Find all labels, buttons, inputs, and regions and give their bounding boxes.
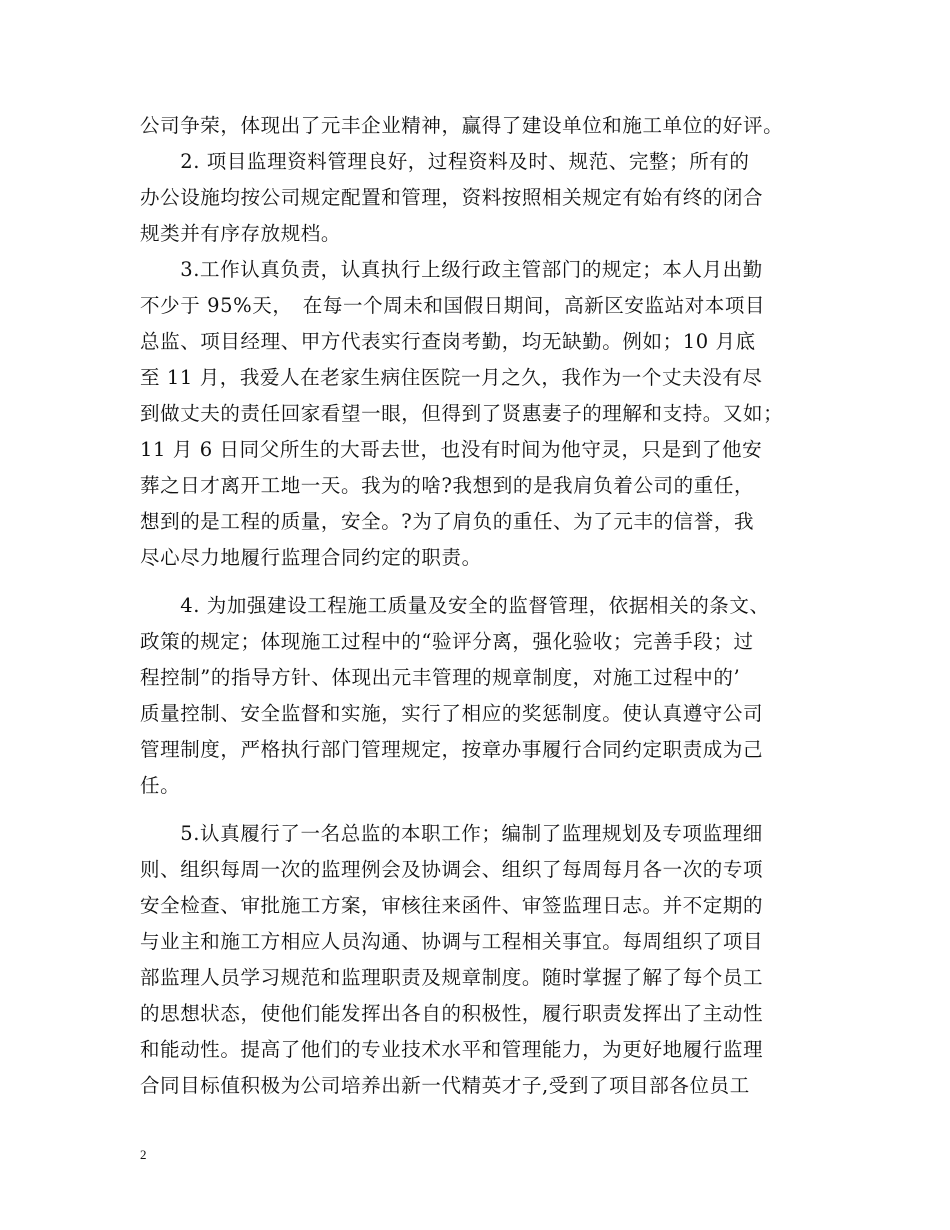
text-line: 不少于 95%天， 在每一个周未和国假日期间，高新区安监站对本项目 [140,294,766,317]
text-line: 和能动性。提高了他们的专业技术水平和管理能力，为更好地履行监理 [140,1038,764,1061]
text-line: 政策的规定；体现施工过程中的“验评分离，强化验收；完善手段；过 [140,630,754,653]
text-line: 公司争荣，体现出了元丰企业精神，赢得了建设单位和施工单位的好评。 [140,114,784,137]
text-line: 葬之日才离开工地一天。我为的啥?我想到的是我肩负着公司的重任， [140,474,755,497]
text-line: 想到的是工程的质量，安全。?为了肩负的重任、为了元丰的信誉，我 [140,510,755,533]
text-line: 管理制度，严格执行部门管理规定，按章办事履行合同约定职责成为己 [140,738,764,761]
text-line: 与业主和施工方相应人员沟通、协调与工程相关事宜。每周组织了项目 [140,930,764,953]
text-line: 至 11 月，我爱人在老家生病住医院一月之久，我作为一个丈夫没有尽 [140,366,763,389]
text-line: 质量控制、安全监督和实施，实行了相应的奖惩制度。使认真遵守公司 [140,702,764,725]
text-line: 5.认真履行了一名总监的本职工作；编制了监理规划及专项监理细 [140,822,763,845]
text-line: 部监理人员学习规范和监理职责及规章制度。随时掌握了解了每个员工 [140,966,764,989]
text-line: 程控制”的指导方针、体现出元丰管理的规章制度，对施工过程中的’ [140,666,741,689]
text-line: 规类并有序存放规档。 [140,222,342,245]
text-line: 尽心尽力地履行监理合同约定的职责。 [140,546,482,569]
text-line: 合同目标值积极为公司培养出新一代精英才子,受到了项目部各位员工 [140,1074,750,1097]
text-line: 办公设施均按公司规定配置和管理，资料按照相关规定有始有终的闭合 [140,186,764,209]
text-line: 11 月 6 日同父所生的大哥去世，也没有时间为他守灵，只是到了他安 [140,438,763,461]
text-line: 的思想状态，使他们能发挥出各自的积极性，履行职责发挥出了主动性 [140,1002,764,1025]
text-line: 安全检查、审批施工方案，审核往来函件、审签监理日志。并不定期的 [140,894,764,917]
text-line: 则、组织每周一次的监理例会及协调会、组织了每周每月各一次的专项 [140,858,764,881]
text-line: 3.工作认真负责，认真执行上级行政主管部门的规定；本人月出勤 [140,258,763,281]
page-number: 2 [140,1147,147,1162]
text-line: 4. 为加强建设工程施工质量及安全的监督管理，依据相关的条文、 [140,594,770,617]
text-line: 任。 [140,774,181,797]
text-line: 2. 项目监理资料管理良好，过程资料及时、规范、完整；所有的 [140,150,750,173]
text-line: 总监、项目经理、甲方代表实行查岗考勤，均无缺勤。例如；10 月底 [140,330,756,353]
text-line: 到做丈夫的责任回家看望一眼，但得到了贤惠妻子的理解和支持。又如； [140,402,784,425]
